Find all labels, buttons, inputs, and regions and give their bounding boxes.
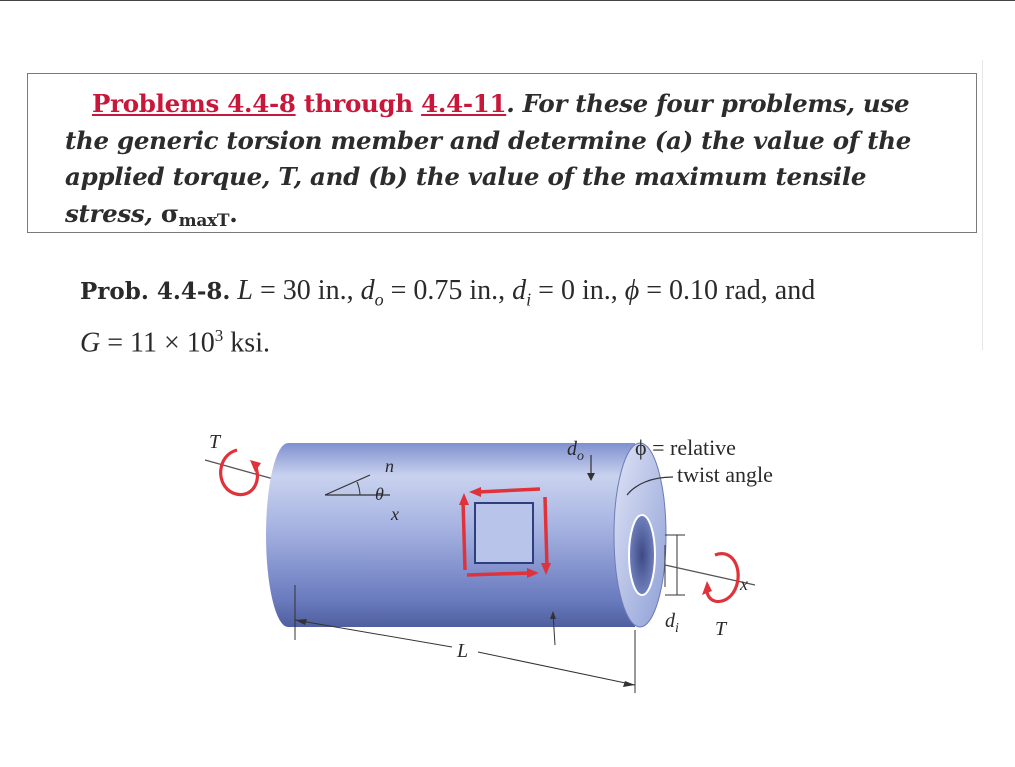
G-symbol: G (80, 326, 101, 358)
problem-link-start[interactable]: Problems 4.4-8 (92, 89, 296, 118)
do-subscript: o (374, 289, 384, 310)
problem-intro-box (27, 73, 977, 233)
do-figure-label: $d_o$ (567, 438, 584, 464)
di-figure-label: $d_i$ (665, 610, 679, 636)
intro-end: . (229, 198, 238, 228)
phi-label-line2: twist angle (677, 462, 773, 487)
intro-text (65, 86, 945, 239)
n-label: n (385, 456, 394, 476)
di-subscript: i (526, 289, 532, 310)
do-symbol: d (360, 275, 375, 306)
intro-line-4 (65, 196, 945, 240)
x-surface-label: x (391, 504, 399, 524)
problem-link-end[interactable]: 4.4-11 (421, 89, 507, 118)
top-rule (0, 0, 1015, 1)
intro-through: through (303, 89, 413, 118)
intro-stress-word: stress, (65, 198, 153, 228)
G-unit: ksi. (223, 326, 270, 358)
torque-right-label: T (715, 618, 727, 640)
problem-line-1: Prob. 4.4-8. L = 30 in., $d_o = 0.75$ in., $d_i = 0$ in., ϕ = 0.10 rad, and (80, 275, 816, 310)
di-symbol: d (512, 275, 527, 306)
cylinder-body (266, 443, 635, 627)
intro-sentence-1: . For these four problems, use (506, 89, 910, 118)
right-rule (982, 60, 983, 350)
intro-line-2: the generic torsion member and determine (a) the value of the (65, 125, 912, 155)
problem-label: Prob. 4.4-8. (80, 278, 231, 305)
do-value: 0.75 in., (413, 275, 513, 306)
L-figure-label: L (457, 640, 469, 662)
torque-left-label: T (209, 431, 221, 453)
intro-line-3: applied torque, T, and (b) the value of the maximum tensile (65, 162, 867, 191)
phi-symbol: ϕ (624, 275, 640, 306)
di-dimension (665, 535, 685, 595)
x-axis-label: x (740, 574, 748, 594)
problem-line-2: $G = 11 \times 10^3$ ksi. (80, 325, 270, 358)
L-symbol: L (237, 275, 253, 306)
G-exponent: 3 (214, 325, 224, 345)
problem-statement (80, 273, 940, 361)
G-value: 11 × 10 (130, 326, 215, 358)
L-value: 30 in., (282, 275, 361, 306)
phi-value: 0.10 rad, and (669, 275, 816, 306)
torsion-member-figure (195, 415, 815, 715)
intro-line-1 (65, 86, 945, 123)
phi-label-line1: ϕ = relative (635, 435, 736, 460)
cylinder-bore (629, 515, 655, 595)
sigma-symbol: σ (160, 198, 179, 228)
sigma-subscript: maxT (178, 210, 230, 231)
theta-label: θ (375, 484, 384, 504)
di-value: 0 in., (560, 275, 625, 306)
